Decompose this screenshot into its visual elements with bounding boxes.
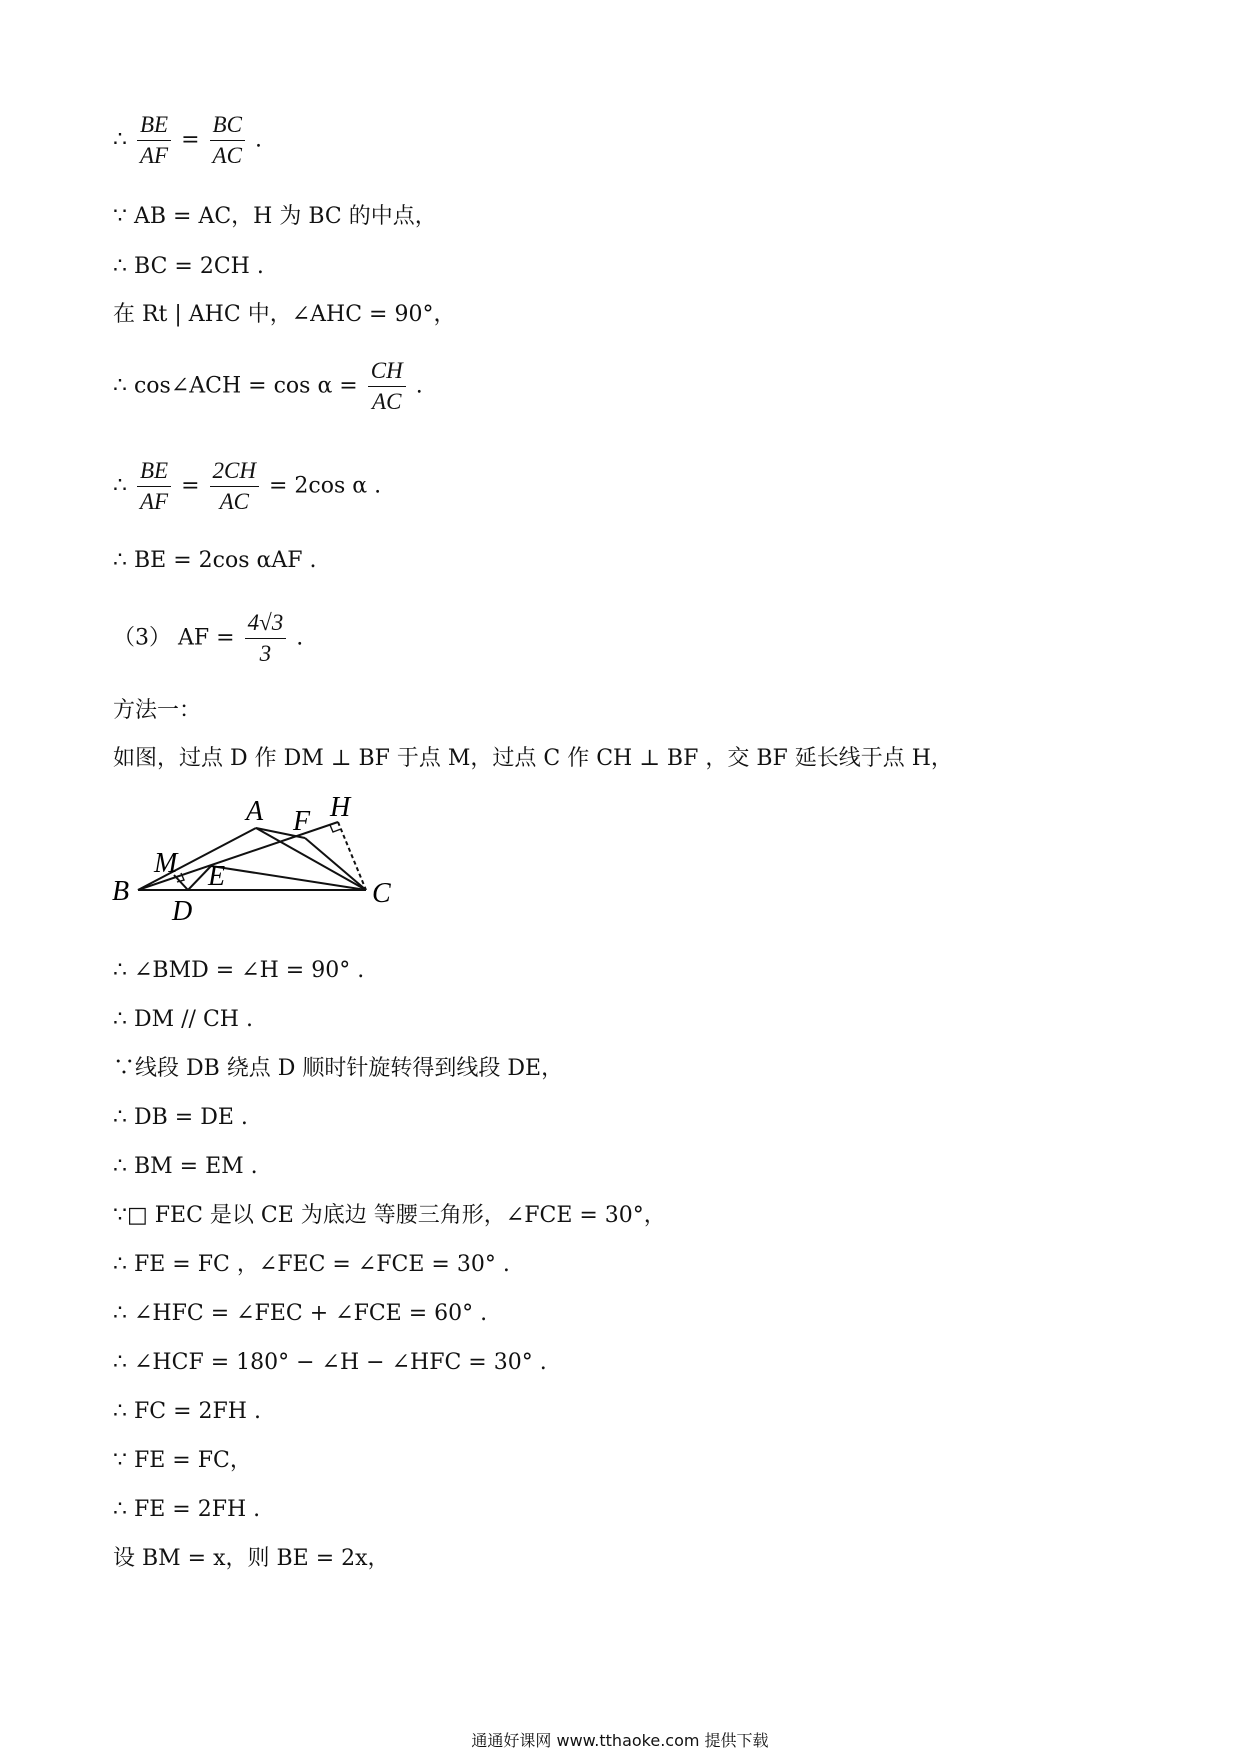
- proof-line-7: ∴ BE = 2cos αAF .: [113, 548, 317, 573]
- proof-line-15: ∴ BM = EM .: [113, 1154, 258, 1179]
- proof-line-14: ∴ DB = DE .: [113, 1105, 248, 1130]
- label-c: C: [372, 878, 391, 909]
- proof-line-13: ∵线段 DB 绕点 D 顺时针旋转得到线段 DE，: [113, 1056, 564, 1081]
- label-f: F: [293, 806, 311, 837]
- denominator: AC: [219, 489, 249, 514]
- fraction-4root3-over-3: [245, 608, 287, 669]
- equals: =: [181, 127, 200, 153]
- proof-line-17: ∴ FE = FC ，∠FEC = ∠FCE = 30° .: [113, 1252, 510, 1277]
- proof-line-4: 在 Rt | AHC 中，∠AHC = 90°，: [113, 302, 456, 327]
- proof-line-11: ∴ ∠BMD = ∠H = 90° .: [113, 958, 365, 983]
- segment-hc-dashed: [338, 822, 366, 890]
- therefore-symbol: ∴: [113, 473, 127, 499]
- proof-line-22: ∴ FE = 2FH .: [113, 1497, 261, 1522]
- proof-line-19: ∴ ∠HCF = 180° − ∠H − ∠HFC = 30° .: [113, 1350, 547, 1375]
- label-a: A: [246, 796, 264, 827]
- period: .: [415, 373, 423, 399]
- label-m: M: [154, 848, 178, 879]
- right-angle-mark-h: [330, 825, 341, 832]
- numerator: BE: [137, 456, 171, 487]
- numerator: BE: [137, 110, 171, 141]
- method-one-heading: 方法一：: [113, 698, 202, 723]
- denominator: AF: [140, 143, 169, 168]
- proof-line-3: ∴ BC = 2CH .: [113, 254, 264, 279]
- fraction-2ch-ac: [210, 456, 259, 517]
- numerator: 4√3: [245, 608, 287, 639]
- label-b: B: [112, 876, 130, 907]
- numerator: 2CH: [210, 456, 259, 487]
- fraction-ch-ac: [368, 356, 406, 417]
- period: .: [254, 127, 262, 153]
- proof-line-10: 如图，过点 D 作 DM ⊥ BF 于点 M，过点 C 作 CH ⊥ BF ，交 BF 延长线于点 H，: [113, 746, 953, 771]
- geometry-diagram: [108, 790, 408, 925]
- numerator: CH: [368, 356, 406, 387]
- fraction-be-af: [137, 110, 171, 171]
- page-footer: 通通好课网 www.tthaoke.com 提供下载: [471, 1731, 769, 1750]
- fraction-bc-ac: [210, 110, 245, 171]
- label-e: E: [208, 861, 226, 892]
- fraction-be-af: [137, 456, 171, 517]
- therefore-symbol: ∴: [113, 127, 127, 153]
- proof-line-21: ∵ FE = FC，: [113, 1448, 252, 1473]
- equals: =: [181, 473, 200, 499]
- label-h: H: [330, 792, 351, 823]
- proof-line-18: ∴ ∠HFC = ∠FEC + ∠FCE = 60° .: [113, 1301, 488, 1326]
- proof-line-6: [113, 456, 381, 517]
- proof-line-1: [113, 110, 262, 171]
- denominator: AF: [140, 489, 169, 514]
- label-d: D: [172, 896, 193, 925]
- denominator: 3: [259, 641, 272, 666]
- denominator: AC: [212, 143, 242, 168]
- denominator: AC: [372, 389, 402, 414]
- part-3-answer-label: （3） AF =: [113, 625, 235, 651]
- period: .: [296, 625, 304, 651]
- proof-line-5: [113, 356, 423, 417]
- proof-line-16: ∵□ FEC 是以 CE 为底边 等腰三角形，∠FCE = 30°，: [113, 1203, 666, 1228]
- cos-result: = 2cos α .: [269, 473, 382, 499]
- cos-expression: ∴ cos∠ACH = cos α =: [113, 373, 358, 399]
- proof-line-20: ∴ FC = 2FH .: [113, 1399, 261, 1424]
- proof-line-8: [113, 608, 303, 669]
- proof-line-23: 设 BM = x，则 BE = 2x，: [113, 1546, 390, 1571]
- proof-line-12: ∴ DM // CH .: [113, 1007, 253, 1032]
- numerator: BC: [210, 110, 245, 141]
- proof-line-2: ∵ AB = AC，H 为 BC 的中点，: [113, 204, 437, 229]
